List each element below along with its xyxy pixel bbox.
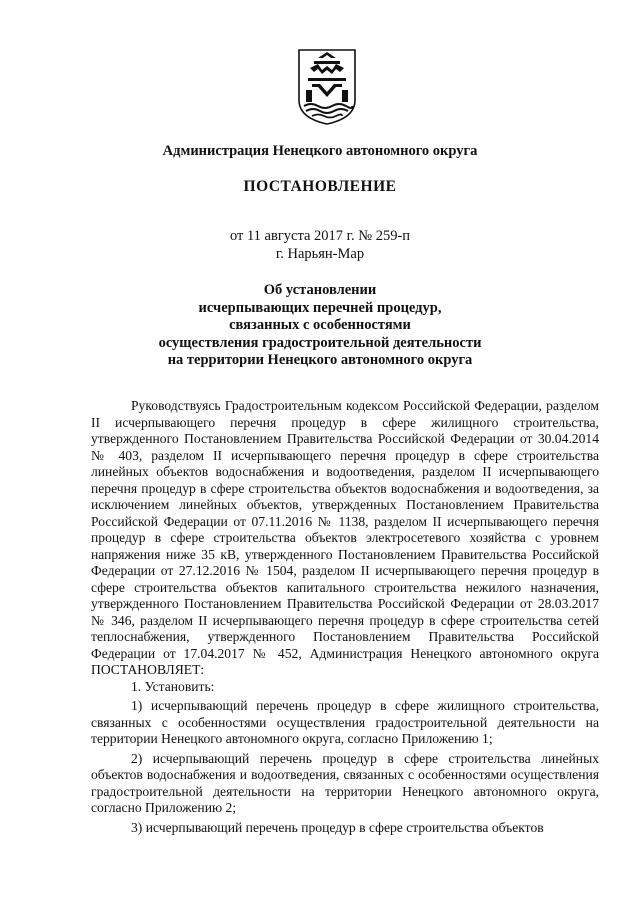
title-line: связанных с особенностями <box>229 317 411 333</box>
preamble-paragraph: Руководствуясь Градостроительным кодексом Российской Федерации, разделом II исчерпывающего перечня процедур в сфере жилищного строительства, утвержденного Постановлением Правительства Российской Федерации от 30.04.2014 № 403, разделом II исчерпывающего перечня процедур в сфере строительства линейных объектов водоснабжения и водоотведения, разделом II исчерпывающего перечня процедур в сфере строительства объектов водоснабжения и водоотведения, за исключением линейных объектов, утвержденных Постановлением Правительства Российской Федерации от 07.11.2016 № 1138, разделом II исчерпывающего перечня процедур в сфере строительства объектов электросетевого хозяйства с уровнем напряжения ниже 35 кВ, утвержденного Постановлением Правительства Российской Федерации от 27.12.2016 № 1504, разделом II исчерпывающего перечня процедур в сфере строительства объектов капитального строительства нежилого назначения, утвержденного Постановлением Правительства Российской Федерации от 28.03.2017 № 346, разделом II исчерпывающего перечня процедур в сфере строительства сетей теплоснабжения, утвержденного Постановлением Правительства Российской Федерации от 17.04.2017 № 452, Администрация Ненецкого автономного округа ПОСТАНОВЛЯЕТ: <box>91 398 599 677</box>
ornament-middle <box>308 78 346 97</box>
list-item-1: 1) исчерпывающий перечень процедур в сфере жилищного строительства, связанных с особенностями осуществления градостроительной деятельности на территории Ненецкого автономного округа, согласно Приложению 1; <box>91 698 599 746</box>
list-item-2: 2) исчерпывающий перечень процедур в сфере строительства линейных объектов водоснабжения и водоотведения, связанных с особенностями осуществления градостроительной деятельности на территории Ненецкого автономного округа, согласно Приложению 2; <box>91 750 599 815</box>
ornament-waves <box>304 104 352 108</box>
document-title <box>0 282 640 370</box>
organization-name: Администрация Ненецкого автономного округа <box>162 143 478 159</box>
title-line: на территории Ненецкого автономного округа <box>167 352 473 368</box>
place-of-issue: г. Нарьян-Мар <box>275 246 365 262</box>
document-body <box>91 398 599 836</box>
point-1: 1. Установить: <box>131 678 215 694</box>
ornament-horns <box>310 64 344 74</box>
title-line: осуществления градостроительной деятельности <box>158 334 482 351</box>
document-type: ПОСТАНОВЛЕНИЕ <box>243 178 397 195</box>
list-item-3: 3) исчерпывающий перечень процедур в сфере строительства объектов <box>131 819 544 835</box>
coat-of-arms-emblem <box>296 48 358 126</box>
date-and-number: от 11 августа 2017 г. № 259-п <box>229 228 411 244</box>
ornament-top <box>314 52 340 64</box>
title-line: исчерпывающих перечней процедур, <box>198 299 442 316</box>
title-line: Об установлении <box>263 282 377 298</box>
